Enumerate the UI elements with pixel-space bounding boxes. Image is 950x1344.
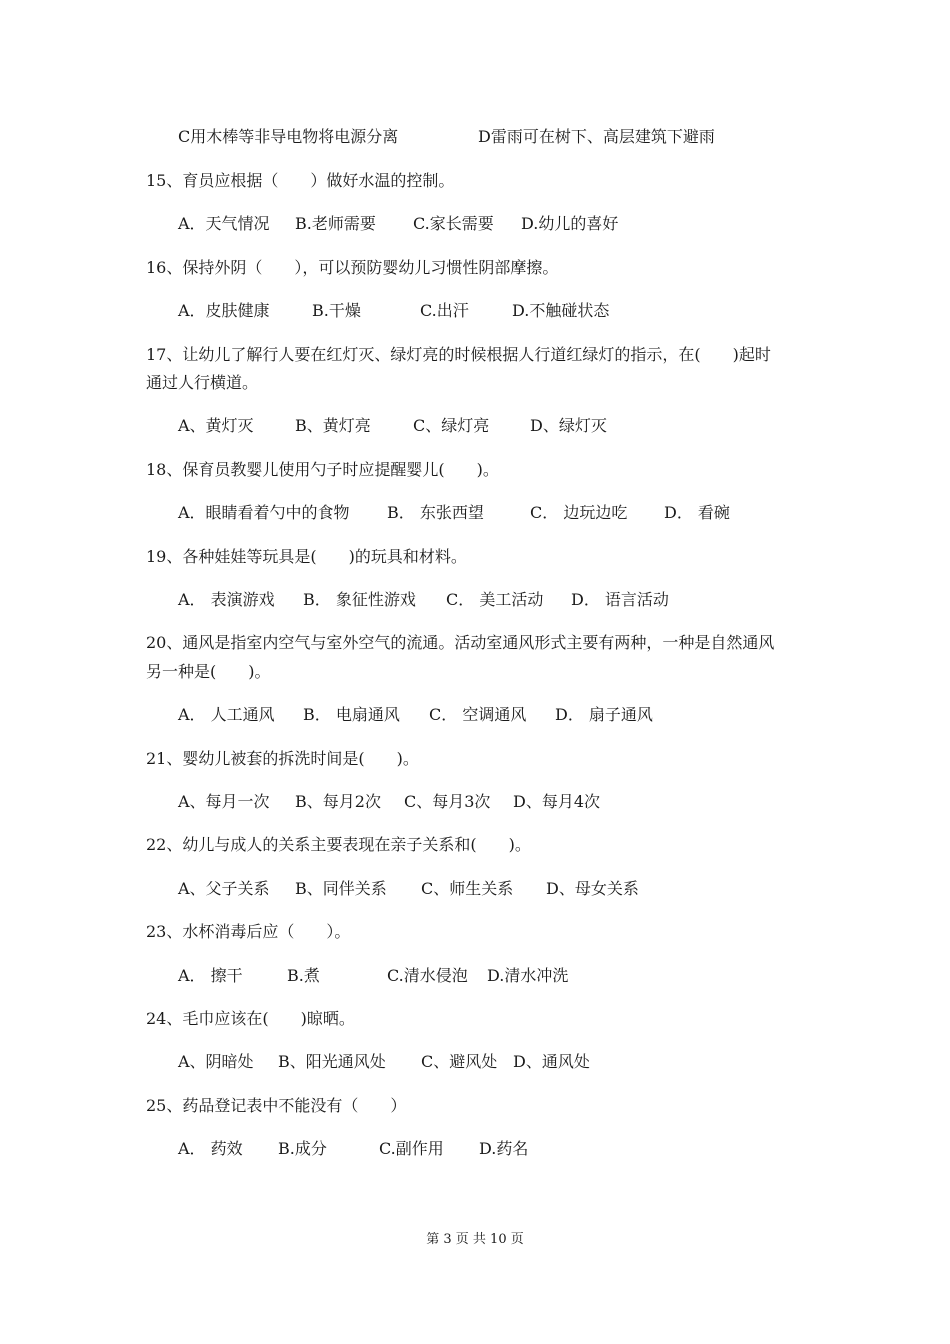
q21-option-d: D、每月4次 [513, 792, 601, 811]
q22-option-a: A、父子关系 [178, 879, 270, 898]
q18-option-b: B． 东张西望 [387, 503, 484, 522]
q19-option-a: A． 表演游戏 [178, 590, 275, 609]
q23-option-a: A． 擦干 [178, 966, 243, 985]
q25-option-b: B.成分 [278, 1139, 327, 1158]
q19-option-d: D． 语言活动 [571, 590, 669, 609]
q15-option-a: A．天气情况 [178, 214, 270, 233]
question-18: 18、保育员教婴儿使用勺子时应提醒婴儿( )。 [146, 460, 499, 479]
q20-option-a: A． 人工通风 [178, 705, 275, 724]
q22-option-c: C、师生关系 [421, 879, 514, 898]
question-20-line2: 另一种是( )。 [146, 662, 271, 681]
q23-option-b: B.煮 [287, 966, 320, 985]
q20-option-b: B． 电扇通风 [303, 705, 400, 724]
question-22: 22、幼儿与成人的关系主要表现在亲子关系和( )。 [146, 835, 531, 854]
q24-option-d: D、通风处 [513, 1052, 590, 1071]
q24-option-c: C、避风处 [421, 1052, 498, 1071]
q23-option-c: C.清水侵泡 [387, 966, 468, 985]
option-d-line: D雷雨可在树下、高层建筑下避雨 [478, 127, 715, 146]
question-24: 24、毛巾应该在( )晾晒。 [146, 1009, 355, 1028]
q16-option-b: B.干燥 [312, 301, 361, 320]
q25-option-d: D.药名 [479, 1139, 529, 1158]
q15-option-d: D.幼儿的喜好 [521, 214, 619, 233]
q25-option-a: A． 药效 [178, 1139, 243, 1158]
question-16: 16、保持外阴（ ），可以预防婴幼儿习惯性阴部摩擦。 [146, 258, 559, 277]
question-15: 15、育员应根据（ ）做好水温的控制。 [146, 171, 455, 190]
q18-option-a: A．眼睛看着勺中的食物 [178, 503, 350, 522]
option-c-line: C用木棒等非导电物将电源分离 [178, 127, 399, 146]
q19-option-b: B． 象征性游戏 [303, 590, 416, 609]
q18-option-d: D． 看碗 [664, 503, 730, 522]
q21-option-b: B、每月2次 [295, 792, 381, 811]
q21-option-a: A、每月一次 [178, 792, 270, 811]
question-17-line2: 通过人行横道。 [146, 373, 259, 392]
q20-option-d: D． 扇子通风 [555, 705, 653, 724]
q16-option-d: D.不触碰状态 [512, 301, 610, 320]
question-19: 19、各种娃娃等玩具是( )的玩具和材料。 [146, 547, 467, 566]
q18-option-c: C． 边玩边吃 [530, 503, 628, 522]
q22-option-b: B、同伴关系 [295, 879, 387, 898]
q19-option-c: C． 美工活动 [446, 590, 544, 609]
q15-option-b: B.老师需要 [295, 214, 376, 233]
page-footer: 第 3 页 共 10 页 [426, 1232, 524, 1247]
q16-option-a: A．皮肤健康 [178, 301, 270, 320]
q21-option-c: C、每月3次 [404, 792, 491, 811]
question-20-line1: 20、通风是指室内空气与室外空气的流通。活动室通风形式主要有两种，一种是自然通风 [146, 633, 775, 652]
question-17-line1: 17、让幼儿了解行人要在红灯灭、绿灯亮的时候根据人行道红绿灯的指示，在( )起时 [146, 345, 771, 364]
question-23: 23、水杯消毒后应（ ）。 [146, 922, 351, 941]
q16-option-c: C.出汗 [420, 301, 469, 320]
q17-option-c: C、绿灯亮 [413, 416, 490, 435]
q20-option-c: C． 空调通风 [429, 705, 527, 724]
q24-option-a: A、阴暗处 [178, 1052, 254, 1071]
q23-option-d: D.清水冲洗 [487, 966, 569, 985]
q15-option-c: C.家长需要 [413, 214, 494, 233]
q24-option-b: B、阳光通风处 [278, 1052, 386, 1071]
q22-option-d: D、母女关系 [546, 879, 639, 898]
question-25: 25、药品登记表中不能没有（ ） [146, 1096, 407, 1115]
q25-option-c: C.副作用 [379, 1139, 444, 1158]
q17-option-b: B、黄灯亮 [295, 416, 371, 435]
question-21: 21、婴幼儿被套的拆洗时间是( )。 [146, 749, 419, 768]
q17-option-d: D、绿灯灭 [530, 416, 607, 435]
q17-option-a: A、黄灯灭 [178, 416, 254, 435]
